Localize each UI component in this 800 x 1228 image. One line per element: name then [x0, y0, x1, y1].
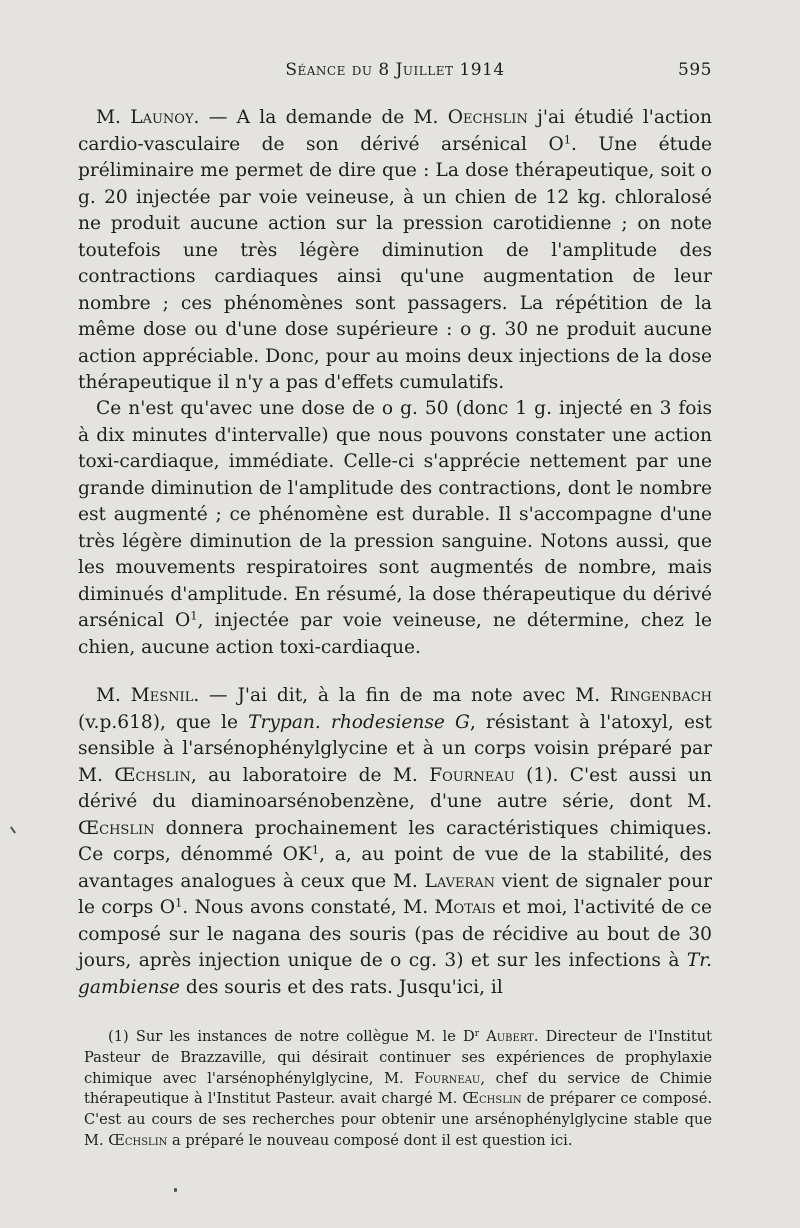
ink-speck	[174, 1188, 177, 1192]
person-name: Ringenbach	[610, 685, 712, 706]
person-name: Œchslin	[108, 1131, 168, 1149]
text-run: . Directeur de l'Institut Pasteur de Brazzaville, qui désirait continuer ses expériences de prophylaxie chimique avec l'arsénophénylglycine, M.	[84, 1028, 713, 1087]
paragraph-toxicity	[78, 396, 712, 661]
text-run: vient de signaler pour le corps O	[78, 870, 713, 918]
page-header	[78, 60, 712, 90]
text-run: (1). C'est aussi un dérivé du diaminoarsénobenzène, d'une autre série, dont M.	[78, 764, 712, 812]
person-name: Oechslin	[447, 107, 528, 128]
superscript: 1	[311, 842, 320, 857]
species-name: Trypan. rhodesiense G	[248, 711, 470, 733]
paragraph-mesnil	[78, 683, 712, 1001]
person-name: Œchslin	[78, 817, 155, 839]
text-run: . Nous avons constaté, M.	[182, 897, 435, 918]
text-run: a préparé le nouveau composé dont il est question ici.	[167, 1131, 573, 1149]
superscript: r	[474, 1029, 480, 1040]
text-run: (v.p.618), que le	[78, 711, 249, 733]
text-run: , injectée par voie veineuse, ne détermine, chez le chien, aucune action toxi-cardiaque.	[78, 610, 712, 658]
text-run: j'ai étudié l'action cardio-vasculaire de son dérivé arsénical O	[78, 107, 712, 155]
running-title: Séance du 8 Juillet 1914	[285, 60, 505, 80]
text-run: , chef du service de Chimie thérapeutique à l'Institut Pasteur. avait chargé M.	[84, 1069, 712, 1108]
person-name: Fourneau	[429, 764, 515, 786]
text-run: , a, au point de vue de la stabilité, des avantages analogues à ceux que M.	[78, 844, 713, 892]
person-name: Fourneau	[414, 1069, 481, 1087]
text-run: , au laboratoire de M.	[190, 764, 430, 786]
text-run: et moi, l'activité de ce composé sur le nagana des souris (pas de récidive au bout de 30 jours, après injection unique de o cg. 3) et sur les infections à	[78, 897, 713, 971]
person-name: Laveran	[424, 870, 496, 892]
text-run: des souris et des rats. Jusqu'ici, il	[180, 976, 503, 998]
paragraph-launoy	[78, 105, 712, 397]
text-run: , résistant à l'atoxyl, est sensible à l'arsénophénylglycine et à un corps voisin préparé par M.	[78, 711, 712, 786]
person-name: Œchslin	[114, 764, 191, 786]
footnote	[84, 1027, 712, 1152]
speaker-name: M. Mesnil.	[96, 685, 200, 706]
superscript: 1	[563, 132, 572, 147]
text-run: donnera prochainement les caractéristiques chimiques. Ce corps, dénommé OK	[78, 817, 712, 865]
person-name: Aubert	[479, 1028, 534, 1045]
text-run: (1) Sur les instances de notre collègue M. le D	[108, 1028, 475, 1045]
text-run: — J'ai dit, à la fin de ma note avec M.	[199, 685, 610, 706]
superscript: 1	[174, 895, 183, 910]
person-name: Œchslin	[462, 1090, 522, 1108]
speaker-name: M. Launoy.	[96, 107, 200, 128]
text-run: Ce n'est qu'avec une dose de o g. 50 (donc 1 g. injecté en 3 fois à dix minutes d'intervalle) que nous pouvons constater une action toxi-cardiaque, immédiate. Celle-ci s'apprécie nettement par une grande diminution de l'amplitude des contractions, dont le nombre est augmenté ; ce phénomène est durable. Il s'accompagne d'une très légère diminution de la pression sanguine. Notons aussi, que les mouvements respiratoires sont augmentés de nombre, mais diminués d'amplitude. En résumé, la dose thérapeutique du dérivé arsénical O	[78, 398, 712, 631]
page-number: 595	[678, 60, 712, 80]
ink-speck	[10, 826, 16, 834]
superscript: 1	[190, 608, 198, 623]
text-run: — A la demande de M.	[199, 107, 448, 128]
species-name: Tr. gambiense	[78, 950, 712, 998]
text-run: de préparer ce composé. C'est au cours de ses recherches pour obtenir une arsénophénylglycine stable que M.	[84, 1090, 712, 1149]
text-run: . Une étude préliminaire me permet de dire que : La dose thérapeutique, soit o g. 20 injectée par voie veineuse, à un chien de 12 kg. chloralosé ne produit aucune action sur la pression carotidienne ; on note toutefois une très légère diminution de l'amplitude des contractions cardiaques ainsi qu'une augmentation de leur nombre ; ces phénomènes sont passagers. La répétition de la même dose ou d'une dose supérieure : o g. 30 ne produit aucune action appréciable. Donc, pour au moins deux injections de la dose thérapeutique il n'y a pas d'effets cumulatifs.	[78, 133, 712, 393]
person-name: Motais	[434, 897, 496, 918]
